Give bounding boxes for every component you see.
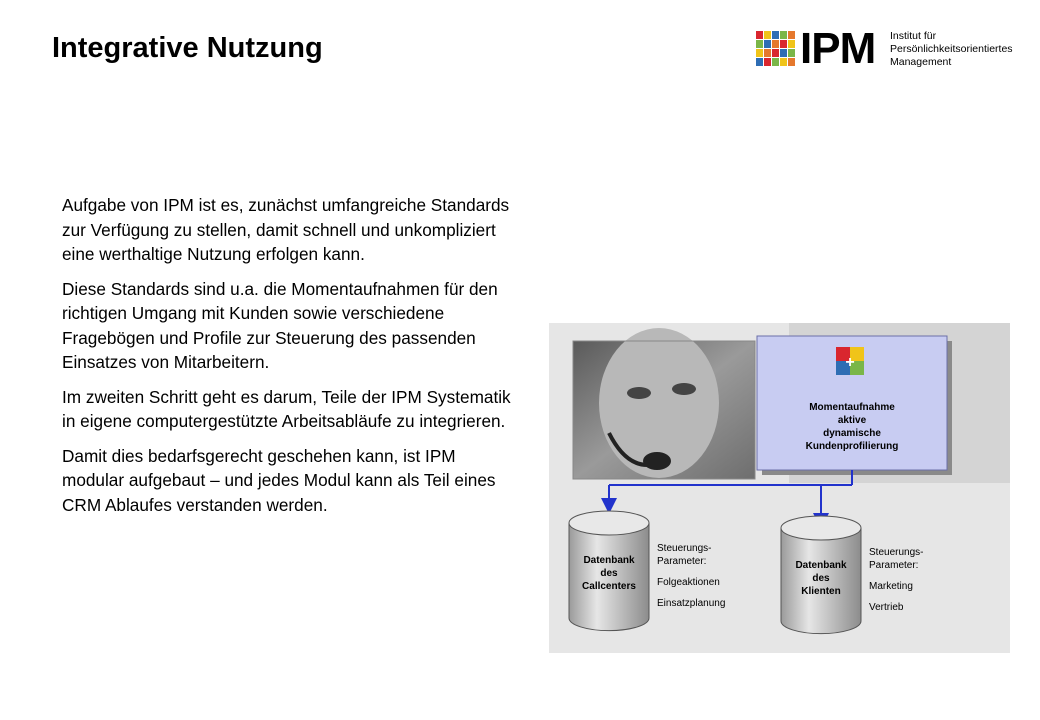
logo-subtitle-line: Institut für (890, 30, 937, 42)
logo-subtitle-line: Management (890, 56, 952, 68)
logo-tile (780, 31, 787, 39)
db1-param: Parameter: (657, 556, 707, 567)
logo-tile (788, 31, 795, 39)
logo-tile (780, 58, 787, 66)
db2-line: Klienten (801, 586, 841, 597)
db1-param: Steuerungs- (657, 543, 712, 554)
db1-line: des (600, 568, 618, 579)
logo-tile (764, 58, 771, 66)
logo-tile (780, 49, 787, 57)
logo-tile (772, 49, 779, 57)
logo-tile (764, 40, 771, 48)
svg-text:+: + (845, 354, 855, 371)
paragraph: Im zweiten Schritt geht es darum, Teile der IPM Systematik in eigene computergestützte Arbeitsabläufe zu integrieren. (62, 386, 511, 431)
logo-subtitle (890, 30, 1013, 69)
logo-tile (788, 49, 795, 57)
db2-line: des (812, 573, 830, 584)
db2-param: Steuerungs- (869, 547, 924, 558)
logo-subtitle-line: Persönlichkeitsorientiertes (890, 43, 1013, 55)
db1-line: Datenbank (583, 555, 635, 566)
paragraph: Damit dies bedarfsgerecht geschehen kann, ist IPM modular aufgebaut – und jedes Modul kann als Teil eines CRM Ablaufes verstanden werden. (62, 445, 496, 515)
panel-line: Momentaufnahme (809, 402, 895, 413)
crm-diagram (549, 323, 1010, 653)
logo-tile (788, 40, 795, 48)
panel-line: aktive (837, 415, 867, 426)
database-callcenter-icon (569, 511, 649, 631)
puzzle-icon (836, 347, 864, 375)
profiling-panel (757, 336, 952, 475)
logo-tile (756, 31, 763, 39)
db1-param: Folgeaktionen (657, 577, 720, 588)
logo-tile (756, 58, 763, 66)
db1-param: Einsatzplanung (657, 598, 726, 609)
slide-title: Integrative Nutzung (52, 32, 323, 64)
paragraph: Diese Standards sind u.a. die Momentaufnahmen für den richtigen Umgang mit Kunden sowie verschiedene Fragebögen und Profile zur Steuerung des passenden Einsatzes von Mitarbeitern. (62, 278, 498, 372)
logo-tile (772, 58, 779, 66)
db2-param: Marketing (869, 581, 913, 592)
headset-photo (573, 328, 755, 479)
database-klienten-icon (781, 516, 861, 634)
ipm-logo (756, 24, 1022, 73)
logo-tile (764, 31, 771, 39)
logo-tile (772, 40, 779, 48)
logo-wordmark: IPM (800, 24, 876, 73)
db1-line: Callcenters (582, 581, 636, 592)
logo-tile (764, 49, 771, 57)
db2-param: Vertrieb (869, 602, 904, 613)
db2-line: Datenbank (795, 560, 847, 571)
body-text (62, 193, 518, 527)
panel-line: Kundenprofilierung (805, 441, 899, 452)
panel-line: dynamische (823, 428, 881, 439)
paragraph: Aufgabe von IPM ist es, zunächst umfangreiche Standards zur Verfügung zu stellen, damit schnell und unkompliziert eine werthaltige Nutzung erfolgen kann. (62, 195, 510, 264)
logo-mosaic-icon (756, 31, 796, 67)
db2-param: Parameter: (869, 560, 919, 571)
logo-tile (756, 40, 763, 48)
logo-tile (756, 49, 763, 57)
logo-tile (780, 40, 787, 48)
logo-tile (772, 31, 779, 39)
logo-tile (788, 58, 795, 66)
